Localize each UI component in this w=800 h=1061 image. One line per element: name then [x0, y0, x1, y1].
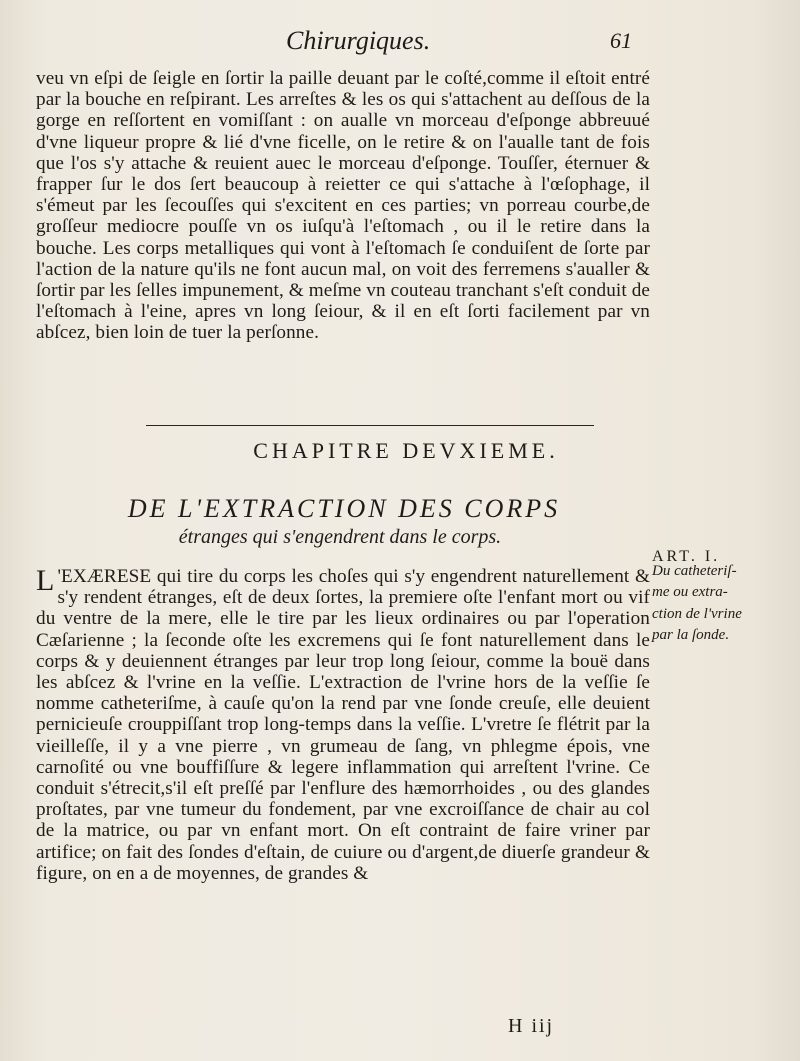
- section-divider: [146, 425, 594, 426]
- drop-cap: L: [36, 564, 55, 597]
- margin-note-line: par la ſonde.: [652, 627, 730, 644]
- page-header: [0, 22, 800, 58]
- article-label: ART. I.: [652, 548, 721, 565]
- chapter-heading: CHAPITRE DEVXIEME.: [253, 438, 559, 463]
- paragraph-article-1: [36, 566, 650, 884]
- signature-mark: H iij: [508, 1015, 555, 1037]
- page-number: 61: [610, 28, 632, 53]
- running-title: Chirurgiques.: [286, 26, 431, 55]
- paragraph-continuation: veu vn eſpi de ſeigle en ſortir la paille deuant par le coſté,comme il eſtoit entré par la bouche en reſpirant. Les arreſtes & les os qui s'attachent au deſſous de la gorge en reſſortent en vomiſſant : on aualle vn morceau d'eſponge abbreuué d'vne liqueur propre & lié d'vne ficelle, on le retire & on l'aualle tant de fois que l'os s'y attache & reuient auec le morceau d'eſponge. Touſſer, éternuer & frapper ſur le dos ſert beaucoup à reietter ce qui s'attache à l'œſophage, il s'émeut par les ſecouſſes qui s'excitent en ces parties; vn porreau courbe,de groſſeur mediocre pouſſe vn os iuſqu'à l'eſtomach , ou il le retire dans la bouche. Les corps metalliques qui vont à l'eſtomach ſe conduiſent de ſorte par l'action de la nature qu'ils ne font aucun mal, on voit des ferremens s'aualler & ſortir par les ſelles impunement, & meſme vn couteau tranchant s'eſt conduit de l'eſtomach à l'eine, apres vn long ſeiour, & il en eſt ſorti facilement par vn abſcez, bien loin de tuer la perſonne.: [36, 68, 650, 344]
- margin-note: [652, 561, 792, 647]
- paragraph-text: 'EXÆRESE qui tire du corps les choſes qui s'y engendrent naturellement & s'y rendent étranges, eſt de deux ſortes, la premiere oſte l'enfant mort ou vif du ventre de la mere, elle le tire par les lieux ordinaires ou par l'operation Cæſarienne ; la ſeconde oſte les excremens qui ſe font naturellement dans le corps & y deuiennent étranges par leur trop long ſeiour, comme la bouë dans les abſcez & l'vrine en la veſſie. L'extraction de l'vrine hors de la veſſie ſe nomme catheteriſme, à cauſe qu'on la rend par vne ſonde creuſe, elle deuient pernicieuſe crouppiſſant trop long-temps dans la veſſie. L'vretre ſe flétrit par la vieilleſſe, il y a vne pierre , vn grumeau de ſang, vn phlegme épois, vne carnoſité ou vne bouffiſſure & legere inflammation qui arreſtent l'vrine. Ce conduit s'étrecit,s'il eſt preſſé par l'enflure des hæmorrhoides , ou des glandes proſtates, par vne tumeur du fondement, par vne excroiſſance de chair au col de la matrice, ou par vn enfant mort. On eſt contraint de faire vriner par artifice; on fait des ſondes d'eſtain, de cuiure ou d'argent,de diuerſe grandeur & figure, on en a de moyennes, de grandes &: [36, 566, 650, 884]
- chapter-title: DE L'EXTRACTION DES CORPS: [127, 494, 561, 523]
- margin-note-line: me ou extra-: [652, 584, 728, 601]
- chapter-subtitle: étranges qui s'engendrent dans le corps.: [178, 526, 502, 548]
- margin-note-line: ction de l'vrine: [652, 605, 742, 622]
- margin-note-line: Du catheteriſ-: [652, 563, 737, 579]
- page-footer: [0, 1015, 800, 1045]
